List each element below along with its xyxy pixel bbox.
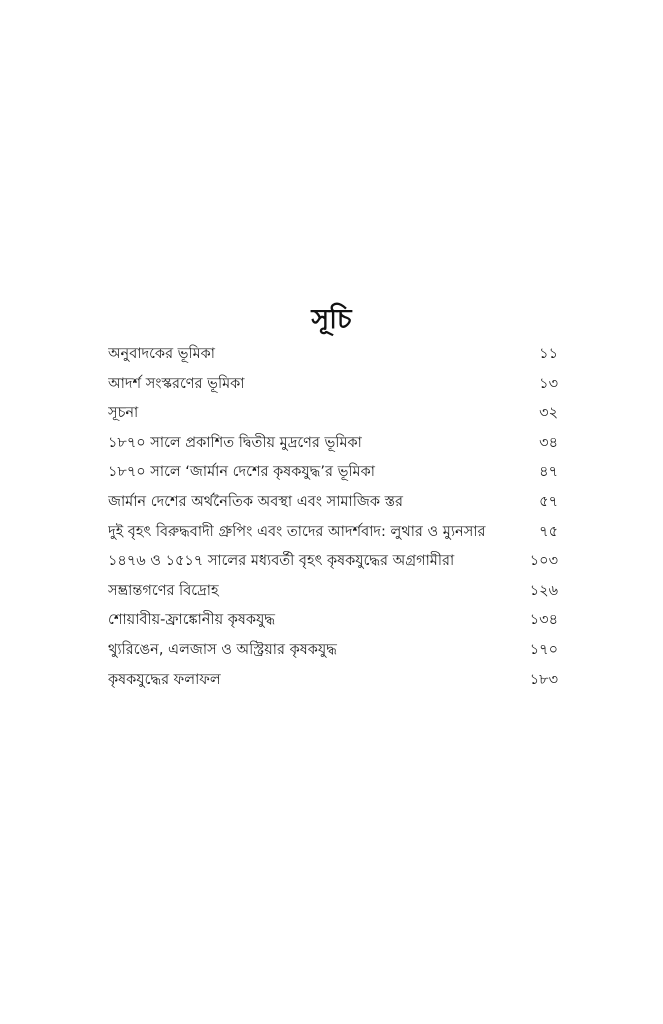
toc-entry-page: ১২৬: [529, 582, 558, 599]
toc-entry[interactable]: [108, 606, 558, 636]
toc-entry-label: সম্ভ্রান্তগণের বিদ্রোহ: [108, 582, 219, 599]
toc-entry[interactable]: [108, 518, 558, 548]
toc-entry[interactable]: [108, 370, 558, 400]
toc-entry[interactable]: [108, 488, 558, 518]
toc-entry-page: ৭৫: [539, 523, 558, 540]
toc-entry-label: অনুবাদকের ভূমিকা: [108, 346, 216, 362]
toc-entry-page: ১০৩: [529, 553, 558, 570]
toc-entry[interactable]: [108, 666, 558, 696]
toc-entry-page: ৩২: [539, 405, 558, 422]
toc-entry-page: ৫৭: [539, 493, 558, 510]
toc-entry[interactable]: [108, 636, 558, 666]
toc-entry-page: ৪৭: [539, 464, 558, 481]
toc-entry-page: ১৭০: [529, 641, 558, 658]
toc-entry-page: ১৩: [539, 375, 558, 392]
toc-entry[interactable]: [108, 399, 558, 429]
toc-entry-page: ১১: [539, 346, 558, 362]
toc-entry-label: কৃষকযুদ্ধের ফলাফল: [108, 671, 221, 688]
toc-entry-label: সূচনা: [108, 405, 139, 422]
toc-entry-page: ৩৪: [539, 434, 558, 451]
toc-entry-label: ১৮৭০ সালে ‘জার্মান দেশের কৃষকযুদ্ধ’র ভূমিকা: [108, 464, 375, 481]
toc-title: সূচি: [311, 304, 352, 336]
toc-entry-label: জার্মান দেশের অর্থনৈতিক অবস্থা এবং সামাজিক স্তর: [108, 493, 403, 510]
toc-list: [108, 340, 558, 695]
toc-entry[interactable]: [108, 547, 558, 577]
toc-entry-label: ১৪৭৬ ও ১৫১৭ সালের মধ্যবর্তী বৃহৎ কৃষকযুদ্ধের অগ্রগামীরা: [108, 553, 455, 570]
toc-entry-label: ১৮৭০ সালে প্রকাশিত দ্বিতীয় মুদ্রণের ভূমিকা: [108, 434, 362, 451]
toc-entry-label: আদর্শ সংস্করণের ভূমিকা: [108, 375, 245, 392]
toc-entry[interactable]: [108, 577, 558, 607]
toc-entry-page: ১৩৪: [529, 612, 558, 629]
toc-entry[interactable]: [108, 429, 558, 459]
toc-entry-page: ১৮৩: [529, 671, 558, 688]
toc-entry[interactable]: [108, 458, 558, 488]
toc-entry-label: দুই বৃহৎ বিরুদ্ধবাদী গ্রুপিং এবং তাদের আদর্শবাদ: লুথার ও ম্যুনসার: [108, 523, 486, 540]
toc-entry[interactable]: [108, 340, 558, 370]
toc-entry-label: শোয়াবীয়-ফ্রাঙ্কোনীয় কৃষকযুদ্ধ: [108, 612, 276, 629]
toc-entry-label: থ্যুরিঙেন, এলজাস ও অস্ট্রিয়ার কৃষকযুদ্ধ: [108, 641, 337, 658]
